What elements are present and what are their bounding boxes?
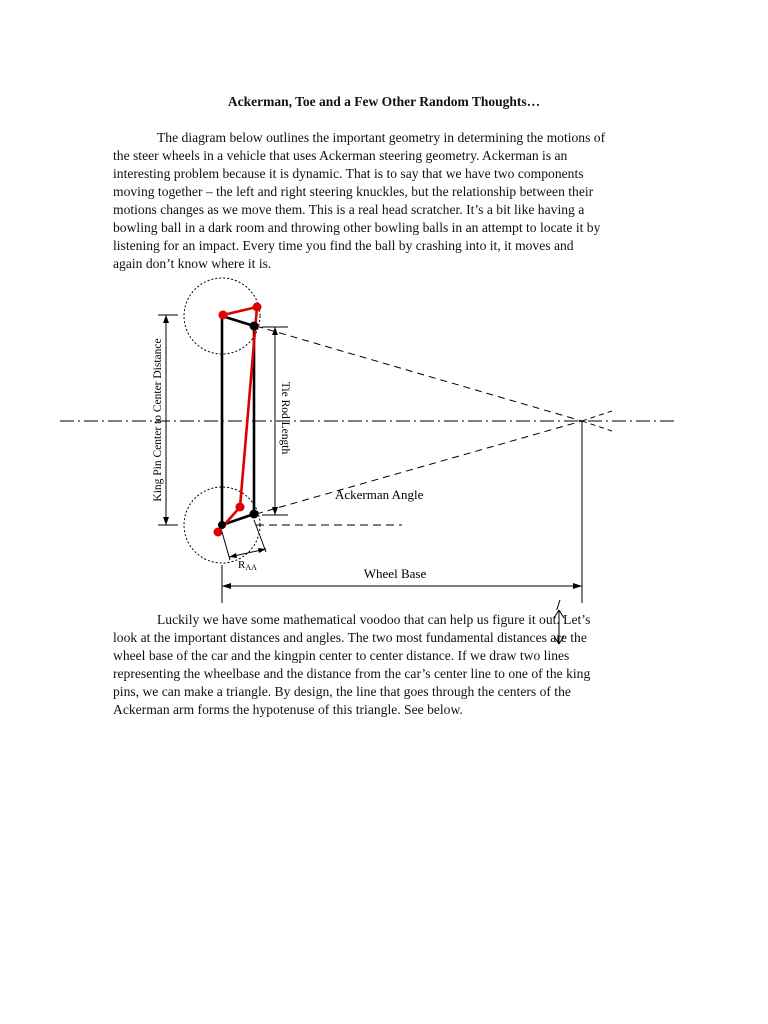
ackerman-line-extension-upper (582, 411, 612, 421)
paragraph-line: representing the wheelbase and the distance from the car’s center line to one of the king (113, 666, 591, 681)
double-arrow-mark (549, 608, 569, 648)
joint-upper-black-arm (250, 322, 259, 331)
paragraph-line: Luckily we have some mathematical voodoo that can help us figure it out. Let’s (157, 612, 591, 627)
document-title: Ackerman, Toe and a Few Other Random Thoughts… (227, 94, 541, 109)
paragraph-line: moving together – the left and right steering knuckles, but the relationship between their (113, 184, 594, 199)
ackerman-geometry-diagram (0, 270, 768, 610)
steering-arm-upper-black (222, 316, 254, 326)
joint-upper-kingpin (219, 311, 228, 320)
ackerman-line-upper (256, 326, 582, 421)
steering-arm-upper-red (223, 307, 257, 315)
r-aa-subscript: AA (245, 563, 257, 572)
paragraph-line: look at the important distances and angles. The two most fundamental distances are the (113, 630, 587, 645)
paragraph-line: again don’t know where it is. (113, 256, 272, 271)
paragraph-line: listening for an impact. Every time you find the ball by crashing into it, it moves and (113, 238, 574, 253)
wheel-base-arrow-right (573, 583, 582, 589)
paragraph-line: interesting problem because it is dynamic. That is to say that we have two components (113, 166, 584, 181)
ackerman-line-extension-lower (582, 421, 612, 431)
joint-lower-red-arm (236, 503, 245, 512)
paragraph-line: bowling ball in a dark room and throwing other bowling balls in an attempt to locate it by (113, 220, 601, 235)
voodoo-paragraph (113, 611, 658, 719)
paragraph-line: pins, we can make a triangle. By design, the line that goes through the centers of the (113, 684, 571, 699)
paragraph-line: motions changes as we move them. This is a real head scratcher. It’s a bit like having a (113, 202, 585, 217)
ackerman-angle-label: Ackerman Angle (335, 487, 424, 502)
tie-rod-length-label: Tie Rod Length (279, 381, 291, 455)
kingpin-distance-label: King Pin Center to Center Distance (152, 338, 164, 502)
paragraph-line: The diagram below outlines the important geometry in determining the motions of (157, 130, 606, 145)
joint-lower-black-arm (250, 510, 259, 519)
intro-paragraph (113, 129, 658, 273)
paragraph-line: Ackerman arm forms the hypotenuse of this triangle. See below. (113, 702, 463, 717)
wheel-base-label: Wheel Base (363, 566, 427, 581)
joint-upper-red-arm (253, 303, 262, 312)
r-aa-extension-left (222, 532, 230, 560)
joint-lower-kingpin-black (218, 521, 226, 529)
r-aa-letter: R (238, 559, 246, 571)
kingpin-dim-arrow-bottom (163, 517, 169, 525)
r-aa-label (238, 559, 257, 572)
paragraph-line: wheel base of the car and the kingpin center to center distance. If we draw two lines (113, 648, 570, 663)
wheel-base-arrow-left (222, 583, 231, 589)
tie-rod-dim-arrow-bottom (272, 507, 278, 515)
kingpin-dim-arrow-top (163, 315, 169, 323)
paragraph-line: the steer wheels in a vehicle that uses Ackerman steering geometry. Ackerman is an (113, 148, 568, 163)
